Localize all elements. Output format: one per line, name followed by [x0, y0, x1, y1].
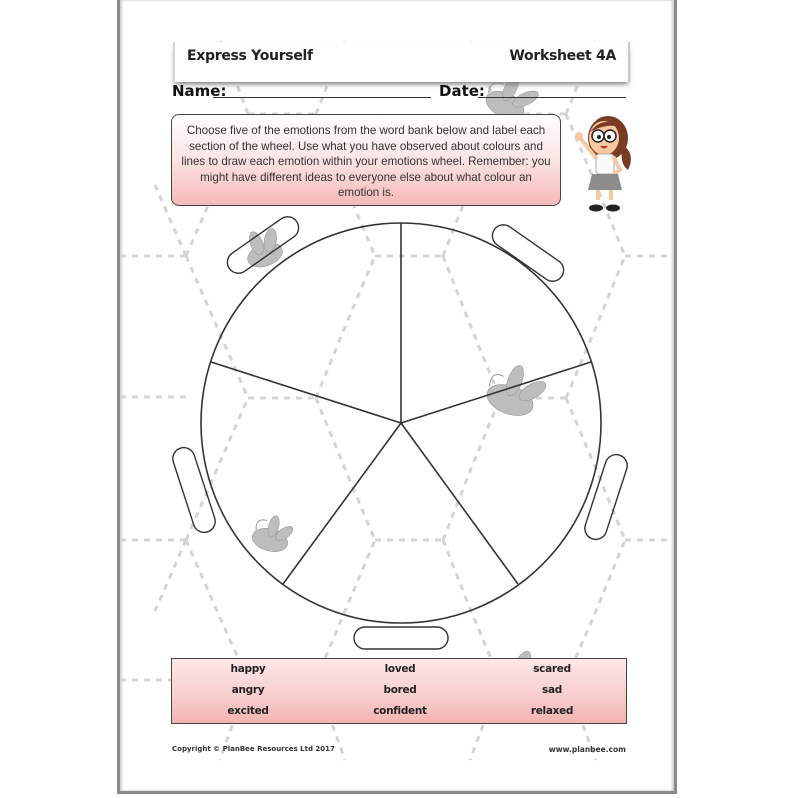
wheel-label-box-1	[223, 212, 303, 277]
word-bank-item: scared	[533, 663, 571, 675]
website-link[interactable]: www.planbee.com	[548, 745, 626, 754]
word-bank-item: angry	[231, 684, 265, 696]
wheel-label-box-4	[582, 452, 630, 542]
wheel-spoke	[401, 362, 591, 423]
word-bank-item: sad	[542, 684, 562, 696]
instructions-box	[171, 114, 561, 206]
name-field[interactable]	[213, 97, 431, 98]
copyright-text: Copyright © PlanBee Resources Ltd 2017	[172, 745, 335, 753]
wheel-label-box-3	[170, 445, 218, 535]
instructions-text: Choose five of the emotions from the word bank below and label each section of the wheel. Use what you have observed about colours and lines to draw each emotion within your emotions wheel. Remember: you might have different ideas to everyone else about what colour an emotion is.	[181, 124, 551, 199]
wheel-label-box-2	[488, 220, 568, 285]
word-bank	[171, 658, 627, 724]
date-field[interactable]	[478, 97, 626, 98]
girl-character-icon	[572, 108, 634, 218]
name-label: Name:	[172, 82, 227, 100]
wheel-spoke	[401, 423, 518, 584]
emotions-wheel	[201, 223, 601, 623]
wheel-spoke	[283, 423, 401, 584]
word-bank-item: happy	[230, 663, 266, 675]
word-bank-item: loved	[384, 663, 416, 675]
word-bank-item: confident	[373, 705, 427, 717]
wheel-label-box-5	[354, 627, 448, 649]
worksheet-number: Worksheet 4A	[509, 48, 616, 64]
worksheet-title: Express Yourself	[187, 48, 313, 64]
date-label: Date:	[439, 82, 485, 100]
bee-icon	[250, 511, 298, 556]
word-bank-item: relaxed	[530, 705, 574, 717]
word-bank-item: bored	[383, 684, 417, 696]
word-bank-item: excited	[227, 705, 269, 717]
